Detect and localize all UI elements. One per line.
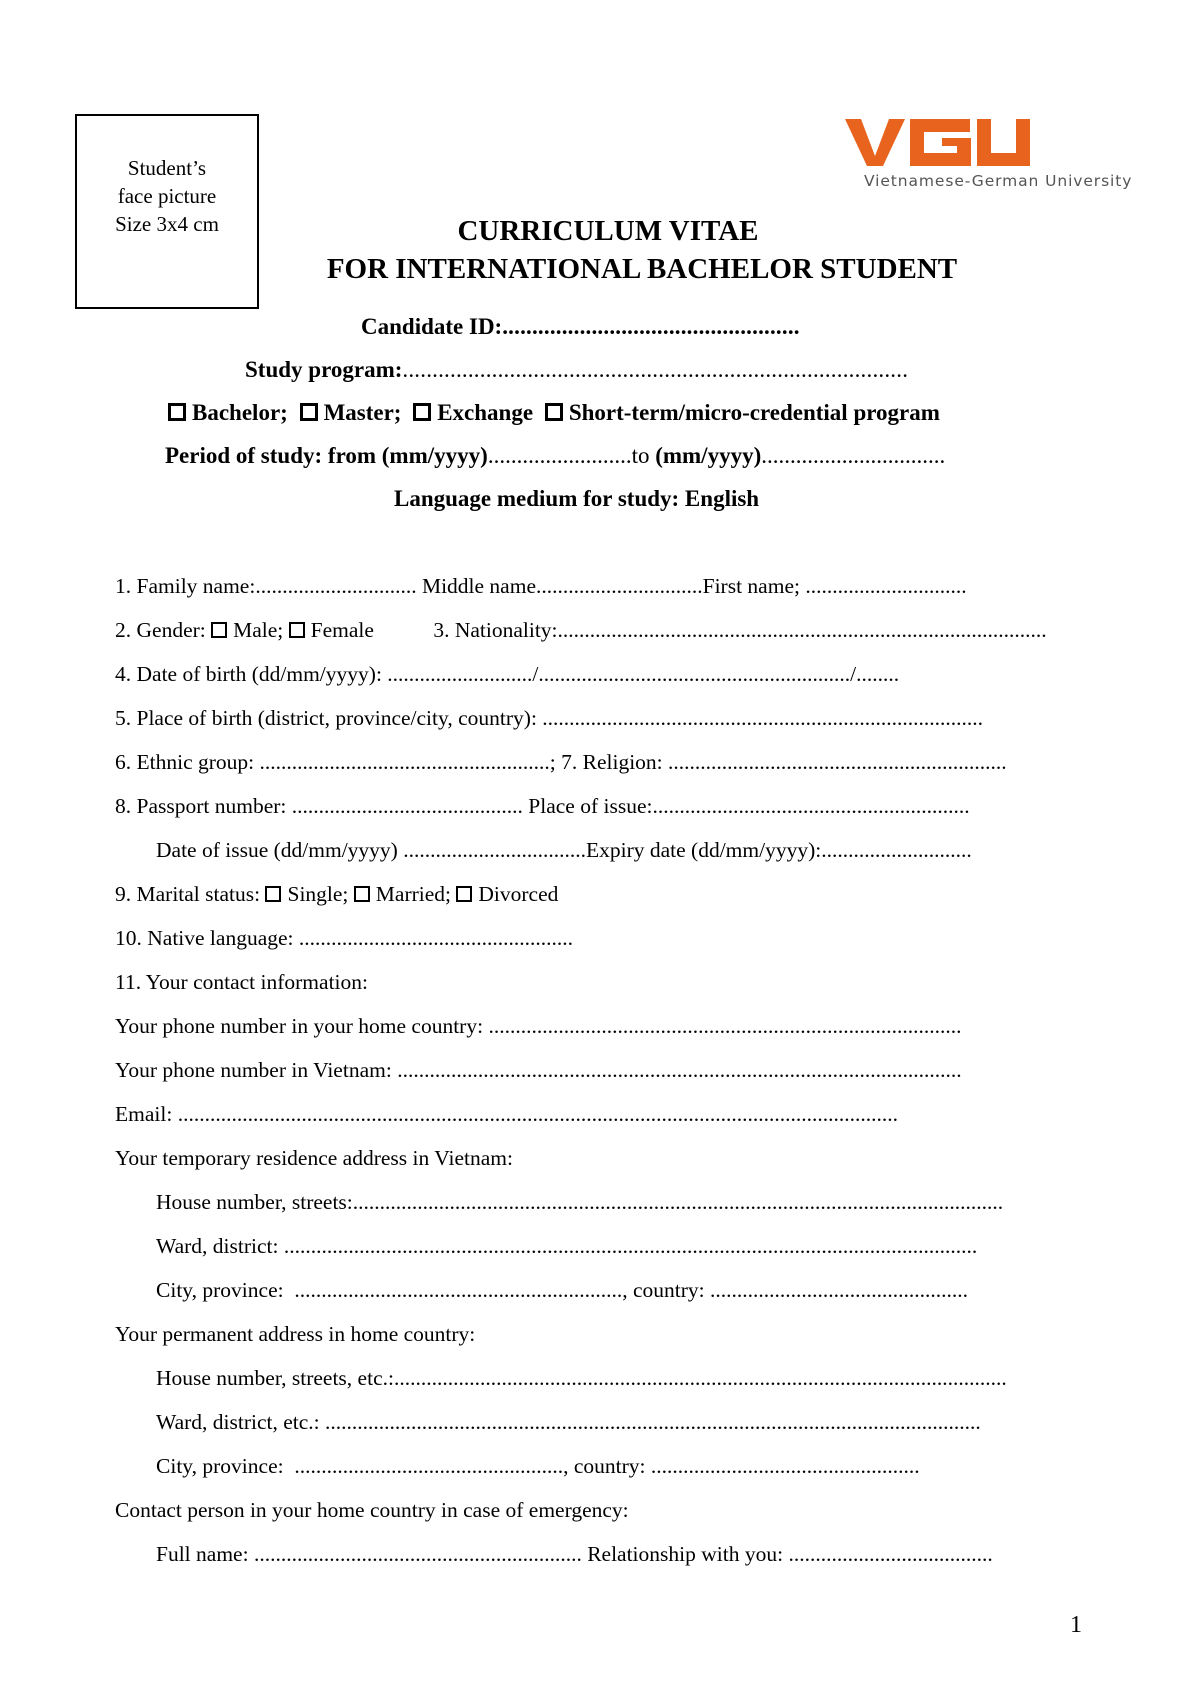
perm-house-dots: .................................................................................................................. — [393, 1366, 1007, 1390]
native-language-dots: ................................................... — [298, 926, 574, 950]
candidate-id-field[interactable] — [361, 314, 800, 340]
field-temp-ward-district[interactable] — [156, 1234, 977, 1259]
perm-ward-label: Ward, district, etc.: — [156, 1410, 320, 1434]
period-to-label: (mm/yyyy) — [655, 443, 762, 468]
master-checkbox[interactable] — [300, 403, 318, 421]
perm-address-heading: Your permanent address in home country: — [115, 1322, 476, 1346]
temp-city-label: City, province: — [156, 1278, 284, 1302]
religion-dots: ............................................................... — [668, 750, 1007, 774]
single-label: Single; — [287, 882, 349, 906]
full-name-dots: ............................................................. — [253, 1542, 582, 1566]
candidate-id-dots: .................................................. — [502, 314, 800, 339]
passport-label: 8. Passport number: — [115, 794, 287, 818]
field-perm-ward-district[interactable] — [156, 1410, 981, 1435]
temp-country-dots: ................................................ — [710, 1278, 968, 1302]
relationship-label: Relationship with you: — [587, 1542, 784, 1566]
family-name-dots: .............................. — [255, 574, 417, 598]
phone-vietnam-label: Your phone number in Vietnam: — [115, 1058, 392, 1082]
field-marital-status — [115, 882, 558, 907]
phone-vietnam-dots: ......................................................................................................... — [397, 1058, 962, 1082]
date-of-issue-label: Date of issue (dd/mm/yyyy) — [156, 838, 398, 862]
bachelor-checkbox[interactable] — [168, 403, 186, 421]
field-emergency-contact[interactable] — [156, 1542, 993, 1567]
university-name: Vietnamese-German University — [864, 172, 1133, 190]
first-name-dots: .............................. — [805, 574, 967, 598]
date-of-issue-dots: .................................. — [403, 838, 586, 862]
middle-name-label: Middle name — [421, 574, 536, 598]
male-checkbox[interactable] — [211, 622, 227, 638]
female-label: Female — [310, 618, 374, 642]
field-date-of-birth[interactable] — [115, 662, 899, 687]
dob-dots: .........................../........................................................../........ — [387, 662, 900, 686]
place-of-issue-dots: ........................................................... — [652, 794, 970, 818]
program-type-options — [168, 400, 940, 426]
middle-name-dots: ............................... — [536, 574, 703, 598]
short-term-checkbox[interactable] — [545, 403, 563, 421]
email-dots: ...................................................................................................................................... — [177, 1102, 898, 1126]
period-from-label: Period of study: from (mm/yyyy) — [165, 443, 488, 468]
divorced-label: Divorced — [478, 882, 559, 906]
field-ethnic-religion[interactable] — [115, 750, 1007, 775]
field-phone-home[interactable] — [115, 1014, 961, 1039]
field-phone-vietnam[interactable] — [115, 1058, 962, 1083]
phone-home-label: Your phone number in your home country: — [115, 1014, 484, 1038]
field-names[interactable] — [115, 574, 967, 599]
female-checkbox[interactable] — [289, 622, 305, 638]
period-to-word: to — [631, 443, 650, 468]
male-label: Male; — [233, 618, 284, 642]
exchange-checkbox[interactable] — [413, 403, 431, 421]
field-place-of-birth[interactable] — [115, 706, 983, 731]
field-email[interactable] — [115, 1102, 898, 1127]
temp-house-dots: ......................................................................................................................... — [352, 1190, 1004, 1214]
field-perm-city-country[interactable] — [156, 1454, 920, 1479]
period-from-dots: ......................... — [487, 443, 632, 468]
perm-country-label: country: — [573, 1454, 646, 1478]
gender-label: 2. Gender: — [115, 618, 206, 642]
dob-label: 4. Date of birth (dd/mm/yyyy): — [115, 662, 382, 686]
study-program-label: Study program: — [245, 357, 403, 382]
language-medium: Language medium for study: English — [394, 486, 760, 511]
contact-info-heading: 11. Your contact information: — [115, 970, 368, 994]
expiry-date-label: Expiry date (dd/mm/yyyy): — [585, 838, 822, 862]
perm-city-dots: .................................................., — [294, 1454, 569, 1478]
married-checkbox[interactable] — [354, 886, 370, 902]
full-name-label: Full name: — [156, 1542, 249, 1566]
perm-house-label: House number, streets, etc.: — [156, 1366, 394, 1390]
field-temp-house-streets[interactable] — [156, 1190, 1003, 1215]
photo-label-line1: Student’s — [127, 156, 207, 180]
temp-house-label: House number, streets: — [156, 1190, 353, 1214]
email-label: Email: — [115, 1102, 173, 1126]
field-gender-nationality — [115, 618, 1047, 643]
pob-dots: .................................................................................. — [542, 706, 984, 730]
study-program-dots: ..................................................................................... — [402, 357, 909, 382]
photo-label-line3: Size 3x4 cm — [115, 212, 219, 236]
photo-label-line2: face picture — [117, 184, 217, 208]
temp-ward-dots: ................................................................................................................................. — [283, 1234, 978, 1258]
period-to-dots: ................................ — [761, 443, 946, 468]
master-label: Master; — [323, 400, 402, 425]
ethnic-dots: ......................................................; — [259, 750, 556, 774]
exchange-label: Exchange — [437, 400, 534, 425]
perm-country-dots: .................................................. — [650, 1454, 920, 1478]
first-name-label: First name; — [702, 574, 800, 598]
page-number: 1 — [1070, 1612, 1082, 1638]
single-checkbox[interactable] — [265, 886, 281, 902]
place-of-issue-label: Place of issue: — [528, 794, 653, 818]
document-subtitle: FOR INTERNATIONAL BACHELOR STUDENT — [326, 253, 958, 285]
bachelor-label: Bachelor; — [192, 400, 288, 425]
field-native-language[interactable] — [115, 926, 573, 951]
nationality-label: 3. Nationality: — [433, 618, 558, 642]
temp-ward-label: Ward, district: — [156, 1234, 279, 1258]
ethnic-label: 6. Ethnic group: — [115, 750, 255, 774]
short-term-label: Short-term/micro-credential program — [568, 400, 940, 425]
field-perm-house-streets[interactable] — [156, 1366, 1007, 1391]
temp-city-dots: ............................................................., — [294, 1278, 628, 1302]
religion-label: 7. Religion: — [561, 750, 663, 774]
nationality-dots[interactable]: ........................................................................................... — [557, 618, 1047, 642]
candidate-id-label: Candidate ID: — [361, 314, 503, 339]
emergency-contact-heading: Contact person in your home country in case of emergency: — [115, 1498, 629, 1522]
perm-city-label: City, province: — [156, 1454, 284, 1478]
period-of-study-field[interactable] — [165, 443, 945, 469]
study-program-field[interactable] — [245, 357, 908, 383]
field-temp-city-country[interactable] — [156, 1278, 968, 1303]
divorced-checkbox[interactable] — [456, 886, 472, 902]
phone-home-dots: ........................................................................................ — [488, 1014, 962, 1038]
document-title: CURRICULUM VITAE — [457, 215, 759, 247]
pob-label: 5. Place of birth (district, province/city, country): — [115, 706, 537, 730]
perm-ward-dots: .......................................................................................................................... — [325, 1410, 981, 1434]
married-label: Married; — [375, 882, 451, 906]
native-language-label: 10. Native language: — [115, 926, 294, 950]
family-name-label: 1. Family name: — [115, 574, 256, 598]
marital-label: 9. Marital status: — [115, 882, 261, 906]
temp-address-heading: Your temporary residence address in Vietnam: — [115, 1146, 513, 1170]
temp-country-label: country: — [632, 1278, 705, 1302]
field-passport[interactable] — [115, 794, 970, 819]
relationship-dots: ...................................... — [788, 1542, 993, 1566]
field-passport-dates[interactable] — [156, 838, 972, 863]
passport-dots: ........................................... — [291, 794, 523, 818]
expiry-date-dots: ............................ — [821, 838, 972, 862]
